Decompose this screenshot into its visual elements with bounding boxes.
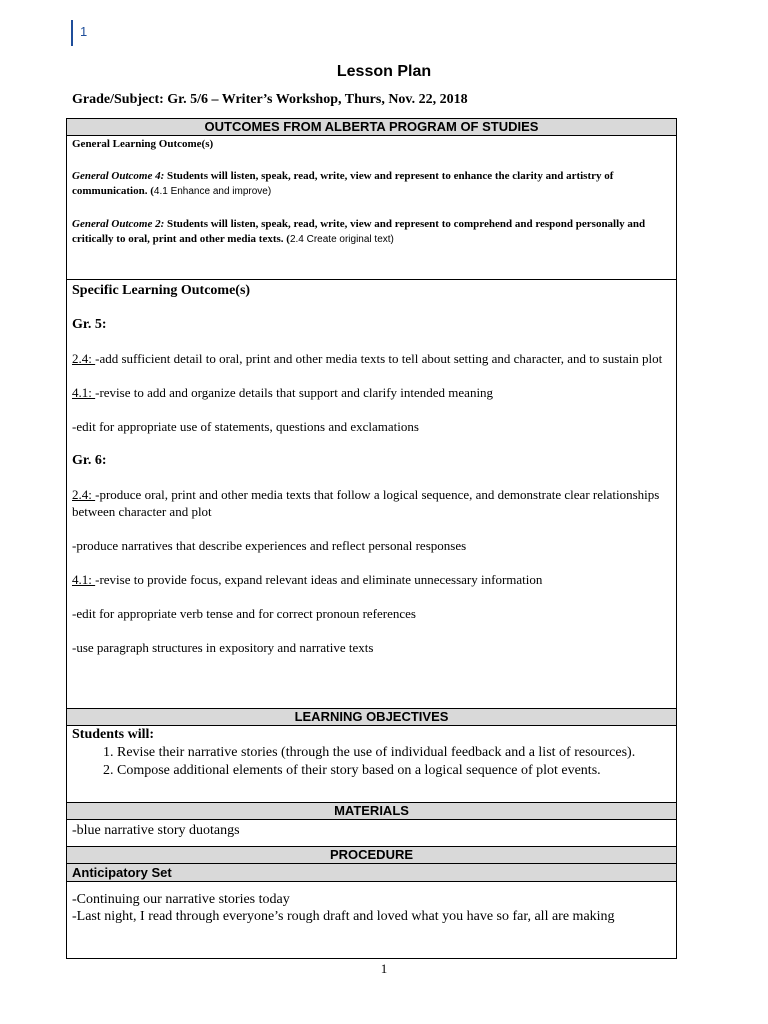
gr5-outcome-edit: -edit for appropriate use of statements, questions and exclamations: [72, 419, 419, 434]
objectives-header: LEARNING OBJECTIVES: [67, 709, 676, 726]
grade-subject-line: [72, 92, 468, 108]
specific-outcomes-cell: [67, 280, 676, 709]
page-title: Lesson Plan: [336, 63, 432, 80]
materials-header: MATERIALS: [67, 803, 676, 820]
procedure-line: -Continuing our narrative stories today: [72, 892, 290, 907]
anticipatory-set-heading: Anticipatory Set: [67, 864, 676, 882]
gr6-code-4-1: 4.1:: [72, 572, 96, 587]
materials-item: -blue narrative story duotangs: [72, 823, 240, 838]
materials-cell: [67, 820, 676, 847]
objectives-lead: Students will:: [72, 727, 155, 742]
gr5-code-2-4: 2.4:: [72, 351, 96, 366]
gr5-outcome-4-1: [72, 384, 670, 401]
gr5-text-4-1: -revise to add and organize details that support and clarify intended meaning: [95, 385, 494, 400]
specific-outcomes-heading: Specific Learning Outcome(s): [72, 283, 251, 298]
gr6-label: Gr. 6:: [72, 453, 107, 468]
general-outcome-4-label: General Outcome 4:: [72, 170, 165, 182]
gr6-outcome-narratives: -produce narratives that describe experiences and reflect personal responses: [72, 538, 467, 553]
general-outcomes-heading: General Learning Outcome(s): [72, 138, 214, 150]
general-outcome-4-text: Students will listen, speak, read, write, view and represent to enhance the clarity and artistry of communication. (: [72, 170, 614, 197]
general-outcome-2-text: Students will listen, speak, read, write, view and represent to comprehend and respond personally and critically to oral, print and other media texts. (: [72, 218, 646, 245]
objectives-list: [72, 744, 670, 780]
gr5-label: Gr. 5:: [72, 317, 107, 332]
page-marker-number: 1: [80, 24, 88, 39]
objective-item: 1. Revise their narrative stories (through the use of individual feedback and a list of resources).: [117, 744, 670, 762]
gr6-outcome-2-4: [72, 486, 670, 520]
gr6-text-4-1: -revise to provide focus, expand relevant ideas and eliminate unnecessary information: [95, 572, 543, 587]
general-outcome-2-code: 2.4 Create original text): [289, 234, 394, 245]
anticipatory-set-cell: [67, 882, 676, 925]
general-outcomes-cell: [67, 136, 676, 280]
procedure-header: PROCEDURE: [67, 847, 676, 864]
objectives-cell: [67, 726, 676, 803]
gr5-text-2-4: -add sufficient detail to oral, print and other media texts to tell about setting and character, and to sustain plot: [95, 351, 663, 366]
gr6-outcome-paragraph: -use paragraph structures in expository and narrative texts: [72, 640, 374, 655]
general-outcome-4: [72, 169, 670, 199]
gr6-outcome-4-1: [72, 571, 670, 588]
page-marker: [71, 20, 88, 46]
gr5-code-4-1: 4.1:: [72, 385, 96, 400]
grade-subject-value: Gr. 5/6 – Writer’s Workshop, Thurs, Nov. 22, 2018: [167, 92, 468, 107]
procedure-line: -Last night, I read through everyone’s rough draft and loved what you have so far, all are making: [72, 909, 615, 924]
objective-item: 2. Compose additional elements of their story based on a logical sequence of plot events.: [117, 762, 670, 780]
general-outcome-2: [72, 217, 670, 247]
outcomes-header: OUTCOMES FROM ALBERTA PROGRAM OF STUDIES: [67, 119, 676, 136]
general-outcome-2-label: General Outcome 2:: [72, 218, 165, 230]
gr6-outcome-edit: -edit for appropriate verb tense and for correct pronoun references: [72, 606, 416, 621]
general-outcome-4-code: 4.1 Enhance and improve): [153, 186, 272, 197]
grade-subject-label: Grade/Subject:: [72, 92, 164, 107]
gr6-text-2-4: -produce oral, print and other media texts that follow a logical sequence, and demonstrate clear relationships between character and plot: [72, 487, 660, 519]
footer-page-number: 1: [380, 961, 388, 976]
gr6-code-2-4: 2.4:: [72, 487, 96, 502]
gr5-outcome-2-4: [72, 350, 670, 367]
lesson-plan-table: [66, 118, 677, 959]
